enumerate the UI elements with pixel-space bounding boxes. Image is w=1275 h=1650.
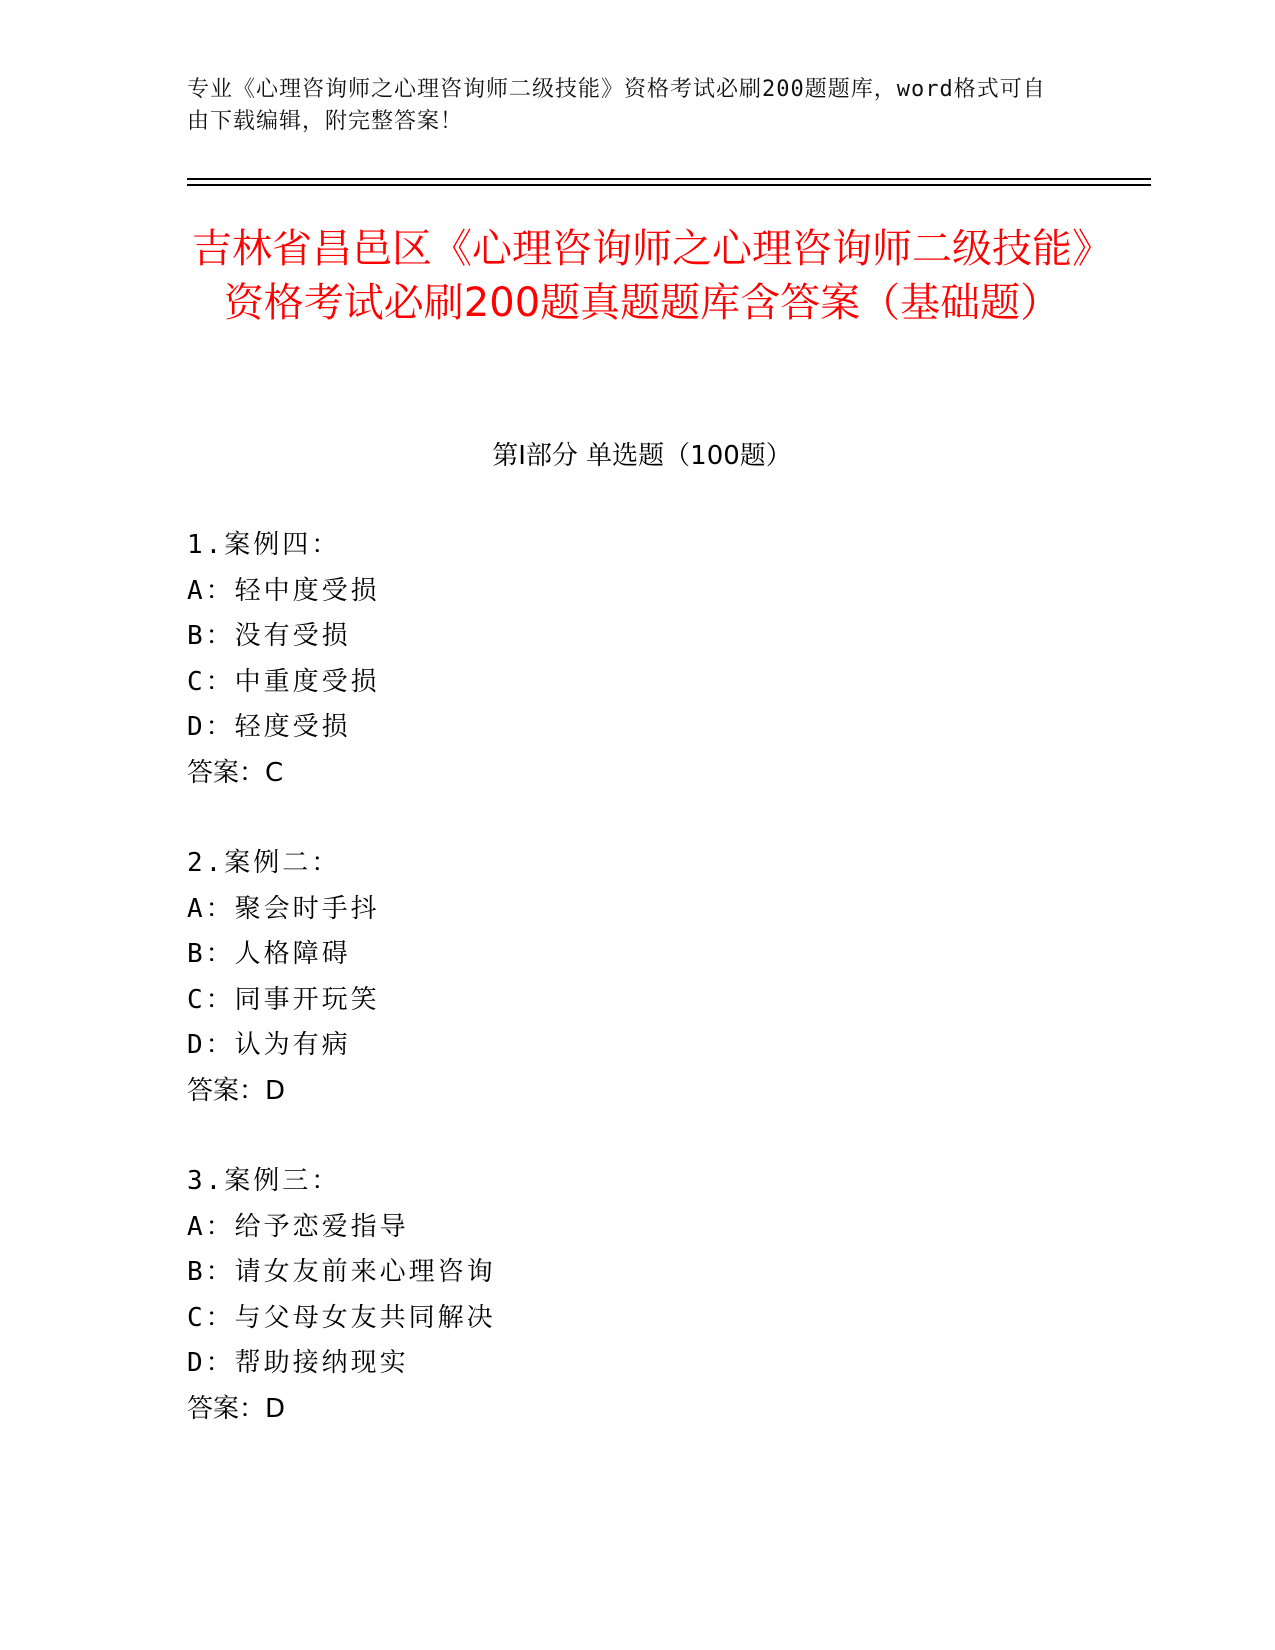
header-note: 专业《心理咨询师之心理咨询师二级技能》资格考试必刷200题题库，word格式可自由下载编辑，附完整答案！ [187, 77, 1046, 134]
question-stem: 2.案例二： [187, 848, 341, 878]
option-a: A：给予恋爱指导 [187, 1211, 409, 1242]
question-stem: 1.案例四： [187, 530, 341, 560]
header-divider-bottom [187, 184, 1151, 186]
document-title: 吉林省昌邑区《心理咨询师之心理咨询师二级技能》资格考试必刷200题真题题库含答案（基础题） [192, 226, 1092, 326]
question-block [187, 841, 1067, 1114]
section-title: 第I部分 单选题（100题） [492, 441, 792, 471]
question-block [187, 1159, 1067, 1432]
answer: 答案：D [187, 1075, 286, 1106]
option-c: C：同事开玩笑 [187, 984, 380, 1015]
option-a: A：聚会时手抖 [187, 893, 380, 924]
option-c: C：中重度受损 [187, 666, 380, 697]
answer: 答案：C [187, 757, 284, 788]
option-c: C：与父母女友共同解决 [187, 1302, 496, 1333]
option-b: B：人格障碍 [187, 939, 351, 969]
option-a: A：轻中度受损 [187, 575, 380, 606]
option-d: D：轻度受损 [187, 712, 351, 742]
question-block [187, 523, 1067, 796]
option-b: B：没有受损 [187, 621, 351, 651]
header-divider-top [187, 178, 1151, 180]
question-stem: 3.案例三： [187, 1166, 341, 1196]
option-d: D：帮助接纳现实 [187, 1348, 409, 1378]
option-d: D：认为有病 [187, 1030, 351, 1060]
option-b: B：请女友前来心理咨询 [187, 1257, 496, 1287]
answer: 答案：D [187, 1393, 286, 1424]
